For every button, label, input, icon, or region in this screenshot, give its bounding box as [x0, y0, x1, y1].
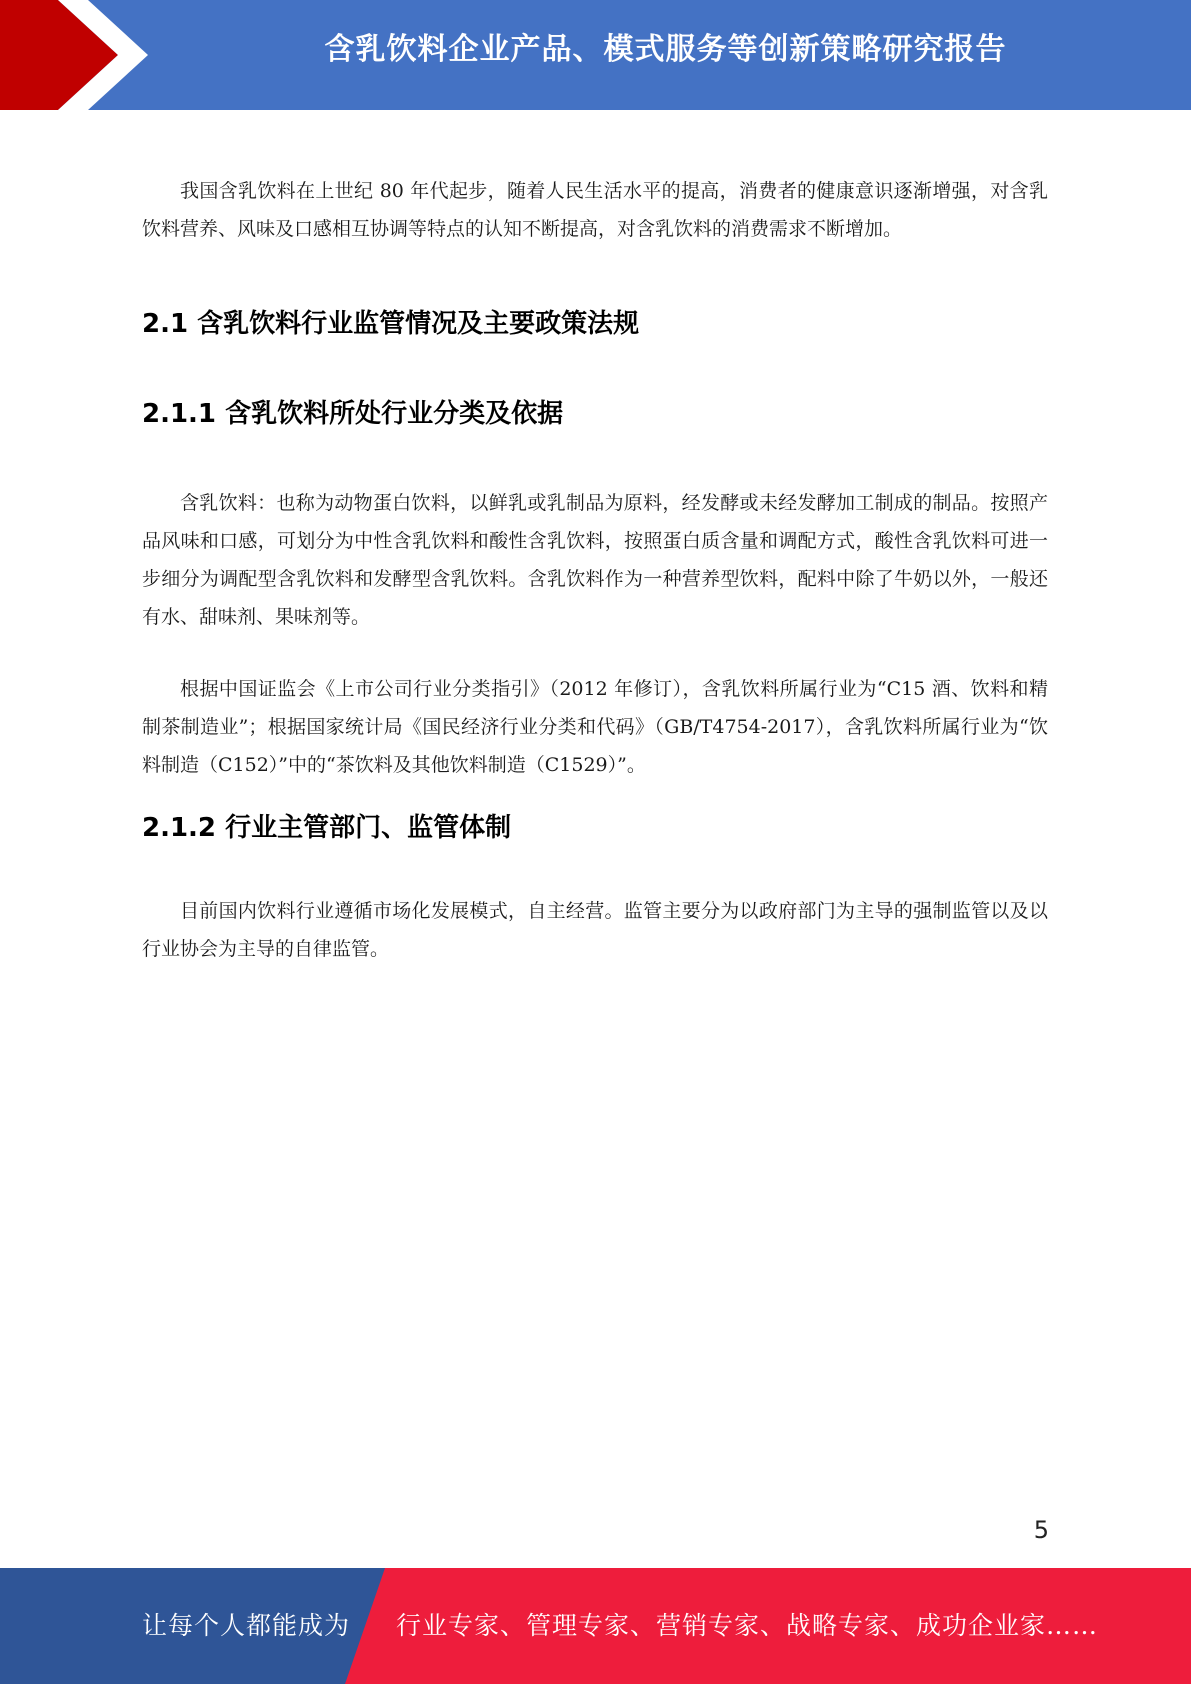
subsection-heading-2-1-1: 2.1.1 含乳饮料所处行业分类及依据	[142, 399, 564, 429]
report-title: 含乳饮料企业产品、模式服务等创新策略研究报告	[324, 32, 1007, 67]
subsection-heading-2-1-2: 2.1.2 行业主管部门、监管体制	[142, 813, 512, 843]
intro-paragraph: 我国含乳饮料在上世纪 80 年代起步，随着人民生活水平的提高，消费者的健康意识逐渐增强，对含乳饮料营养、风味及口感相互协调等特点的认知不断提高，对含乳饮料的消费需求不断增加。	[142, 180, 1048, 240]
regulation-paragraph: 目前国内饮料行业遵循市场化发展模式，自主经营。监管主要分为以政府部门为主导的强制监管以及以行业协会为主导的自律监管。	[142, 900, 1048, 960]
definition-paragraph: 含乳饮料：也称为动物蛋白饮料，以鲜乳或乳制品为原料，经发酵或未经发酵加工制成的制品。按照产品风味和口感，可划分为中性含乳饮料和酸性含乳饮料，按照蛋白质含量和调配方式，酸性含乳饮料可进一步细分为调配型含乳饮料和发酵型含乳饮料。含乳饮料作为一种营养型饮料，配料中除了牛奶以外，一般还有水、甜味剂、果味剂等。	[142, 492, 1048, 628]
classification-paragraph: 根据中国证监会《上市公司行业分类指引》（2012 年修订），含乳饮料所属行业为“C15 酒、饮料和精制茶制造业”；根据国家统计局《国民经济行业分类和代码》（GB/T4754-2017），含乳饮料所属行业为“饮料制造（C152）”中的“茶饮料及其他饮料制造（C1529）”。	[142, 678, 1048, 776]
section-heading-2-1: 2.1 含乳饮料行业监管情况及主要政策法规	[142, 309, 640, 339]
page-number: 5	[1033, 1516, 1049, 1544]
footer-banner	[0, 1568, 1191, 1684]
footer-slogan-right: 行业专家、管理专家、营销专家、战略专家、成功企业家……	[396, 1611, 1099, 1640]
document-body	[142, 172, 1048, 968]
header-arrow-decoration	[0, 0, 160, 110]
footer-slogan-left: 让每个人都能成为	[142, 1611, 351, 1640]
header-banner	[0, 0, 1191, 110]
